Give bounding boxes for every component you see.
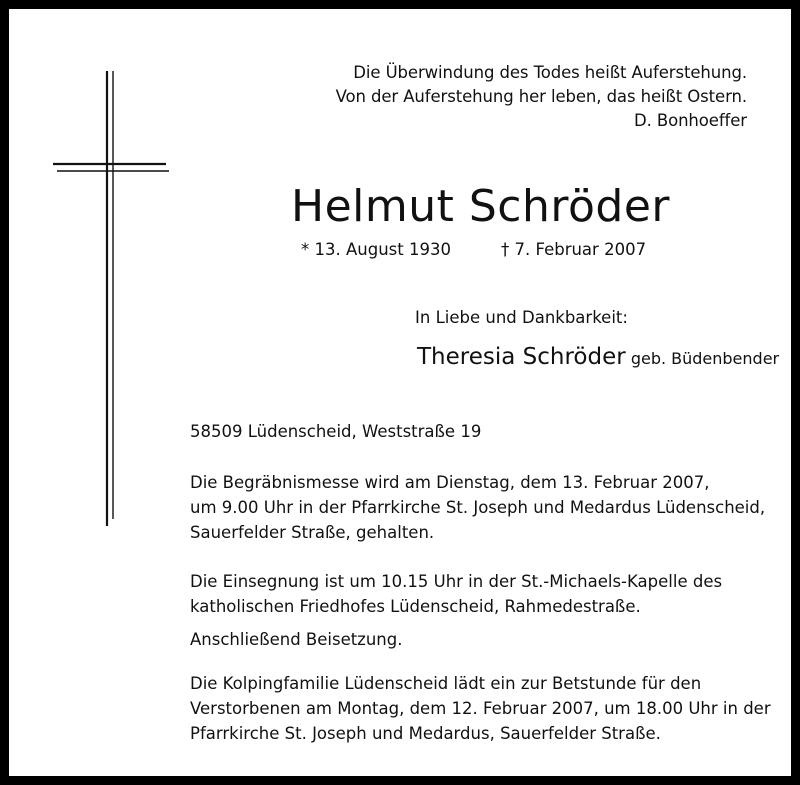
deceased-name: Helmut Schröder bbox=[291, 181, 671, 232]
prayer-hour-paragraph bbox=[190, 671, 771, 746]
burial-line: Anschließend Beisetzung. bbox=[190, 630, 403, 649]
prayer-line-1: Die Kolpingfamilie Lüdenscheid lädt ein zur Betstunde für den bbox=[190, 674, 702, 693]
service-line-3: Sauerfelder Straße, gehalten. bbox=[190, 523, 435, 542]
prayer-line-2: Verstorbenen am Montag, dem 12. Februar 2007, um 18.00 Uhr in der bbox=[190, 699, 771, 718]
mourner-maiden-name: geb. Büdenbender bbox=[630, 349, 780, 368]
blessing-line-1: Die Einsegnung ist um 10.15 Uhr in der St.-Michaels-Kapelle des bbox=[190, 572, 723, 591]
birth-date: * 13. August 1930 bbox=[301, 240, 451, 259]
quote-line-2: Von der Auferstehung her leben, das heißt Ostern. bbox=[335, 87, 747, 106]
mourner bbox=[417, 340, 779, 376]
life-dates bbox=[301, 238, 646, 262]
quote-author: D. Bonhoeffer bbox=[633, 111, 747, 130]
service-line-2: um 9.00 Uhr in der Pfarrkirche St. Joseph und Medardus Lüdenscheid, bbox=[190, 498, 766, 517]
service-line-1: Die Begräbnismesse wird am Dienstag, dem 13. Februar 2007, bbox=[190, 473, 710, 492]
mourner-name: Theresia Schröder bbox=[417, 344, 626, 370]
quote-line-1: Die Überwindung des Todes heißt Auferstehung. bbox=[353, 63, 747, 82]
prayer-line-3: Pfarrkirche St. Joseph und Medardus, Sauerfelder Straße. bbox=[190, 724, 661, 743]
gratitude-line: In Liebe und Dankbarkeit: bbox=[415, 308, 628, 327]
blessing-line-2: katholischen Friedhofes Lüdenscheid, Rahmedestraße. bbox=[190, 597, 641, 616]
cross-icon bbox=[51, 71, 171, 526]
blessing-paragraph bbox=[190, 569, 722, 619]
bonhoeffer-quote bbox=[336, 61, 747, 133]
funeral-mass-paragraph bbox=[190, 470, 765, 545]
death-date: † 7. Februar 2007 bbox=[501, 240, 647, 259]
address: 58509 Lüdenscheid, Weststraße 19 bbox=[190, 422, 482, 441]
